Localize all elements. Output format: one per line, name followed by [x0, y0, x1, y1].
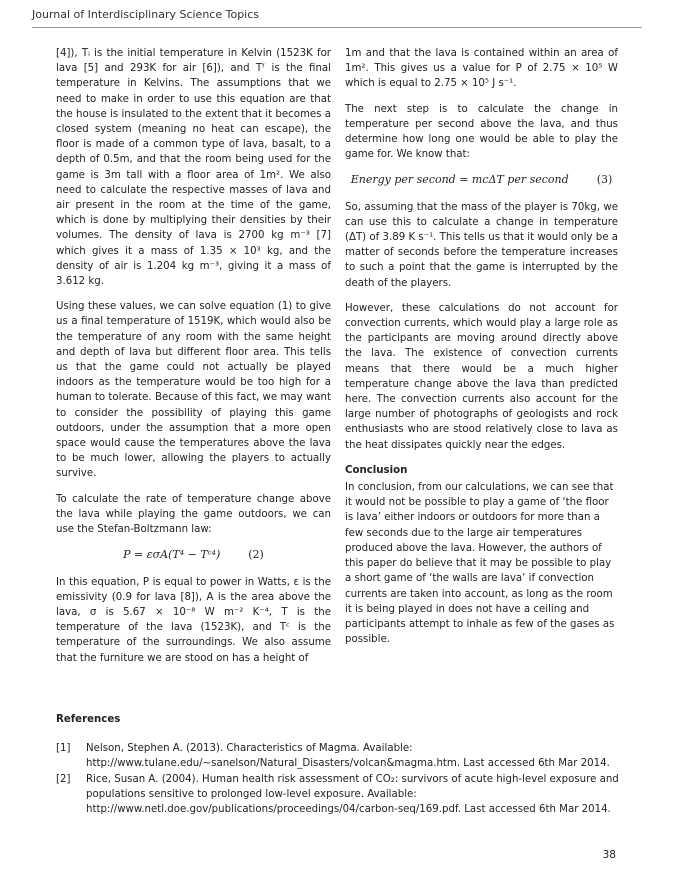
- equation-3-body: Energy per second = mcΔT per second: [350, 173, 569, 187]
- equation-3: [345, 172, 618, 187]
- left-column: [56, 46, 331, 676]
- journal-title: Journal of Interdisciplinary Science Topics: [32, 8, 260, 21]
- equation-3-number: (3): [596, 173, 613, 187]
- left-paragraph-4: In this equation, P is equal to power in Watts, ε is the emissivity (0.9 for lava [8]), A is the area above the lava, σ is 5.67 × 10⁻⁸ W m⁻² K⁻⁴, T is the temperature of the lava (1523K), and Tᶜ is the temperature of the surroundings. We also assume that the furniture we are stood on has a height of: [56, 576, 331, 664]
- left-paragraph-3: To calculate the rate of temperature change above the lava while playing the game outdoors, we can use the Stefan-Boltzmann law:: [56, 493, 331, 536]
- right-paragraph-3: So, assuming that the mass of the player is 70kg, we can use this to calculate a change in temperature (ΔT) of 3.89 K s⁻¹. This tells us that it would only be a matter of seconds before the temperature increases to such a point that the game is interrupted by the death of the players.: [345, 201, 618, 289]
- reference-text: Rice, Susan A. (2004). Human health risk assessment of CO₂: survivors of acute high-level exposure and populations sensitive to prolonged low-level exposure. Available: http://www.netl.doe.gov/publications/proceedings/04/carbon-seq/169.pdf. Last accessed 6th Mar 2014.: [86, 773, 619, 816]
- conclusion-paragraph: In conclusion, from our calculations, we can see that it would not be possible to play a game of ‘the floor is lava’ either indoors or outdoors for more than a few seconds due to the large air temperatures produced above the lava. However, the authors of this paper do believe that it may be possible to play a short game of ‘the walls are lava’ if convection currents are taken into account, as long as the room it is being played in does not have a ceiling and participants attempt to inhale as few of the gases as possible.: [345, 482, 615, 646]
- conclusion-heading: Conclusion: [345, 464, 408, 476]
- right-column: [345, 46, 618, 657]
- right-paragraph-4: However, these calculations do not account for convection currents, which would play a large role as the participants are moving around directly above the lava. The existence of convection currents means that there would be a much higher temperature change above the lava than predicted here. The convection currents also account for the large number of photographs of geologists and rock enthusiasts who are stood relatively close to lava as the heat dissipates quickly near the edges.: [345, 302, 618, 451]
- equation-2: [56, 547, 331, 562]
- reference-text: Nelson, Stephen A. (2013). Characteristics of Magma. Available: http://www.tulane.edu/~sanelson/Natural_Disasters/volcan&magma.htm. Last accessed 6th Mar 2014.: [86, 743, 610, 770]
- equation-2-number: (2): [248, 548, 264, 562]
- right-paragraph-2: The next step is to calculate the change in temperature per second above the lava, and thus determine how long one would be able to play the game for. We know that:: [345, 103, 618, 161]
- reference-item: [56, 741, 626, 771]
- reference-item: [56, 772, 626, 818]
- references-section: [56, 712, 626, 817]
- reference-index: [2]: [56, 773, 71, 785]
- left-paragraph-2: Using these values, we can solve equation (1) to give us a final temperature of 1519K, which would also be the temperature of any room with the same height and depth of lava but different floor area. This tells us that the game could not actually be played indoors as the temperature would be too high for a human to tolerate. Because of this fact, we may want to consider the possibility of playing this game outdoors, under the assumption that a more open space would cause the temperatures above the lava to be much lower, allowing the players to actually survive.: [56, 301, 331, 480]
- equation-2-body: P = εσA(T⁴ − Tᶜ⁴): [123, 548, 221, 562]
- header-rule: [32, 27, 642, 28]
- left-paragraph-1: [4]), Tᵢ is the initial temperature in Kelvin (1523K for lava [5] and 293K for air [6]), and Tᶠ is the final temperature in Kelvins. The assumptions that we need to make in order to use this equation are that the house is insulated to the extent that it becomes a closed system (meaning no heat can escape), the floor is made of a common type of lava, basalt, to a depth of 0.5m, and that the room being used for the game is 3m tall with a floor area of 1m². We also need to calculate the respective masses of lava and air present in the room at the time of the game, which is done by multiplying their densities by their volumes. The density of lava is 2700 kg m⁻³ [7] which gives it a mass of 1.35 × 10³ kg, and the density of air is 1.204 kg m⁻³, giving it a mass of 3.612 kg.: [56, 48, 331, 288]
- reference-index: [1]: [56, 743, 71, 755]
- page-number: 38: [602, 849, 616, 861]
- right-paragraph-1: 1m and that the lava is contained within an area of 1m². This gives us a value for P of 2.75 × 10⁵ W which is equal to 2.75 × 10⁵ J s⁻¹.: [345, 48, 618, 90]
- references-heading: References: [56, 714, 121, 725]
